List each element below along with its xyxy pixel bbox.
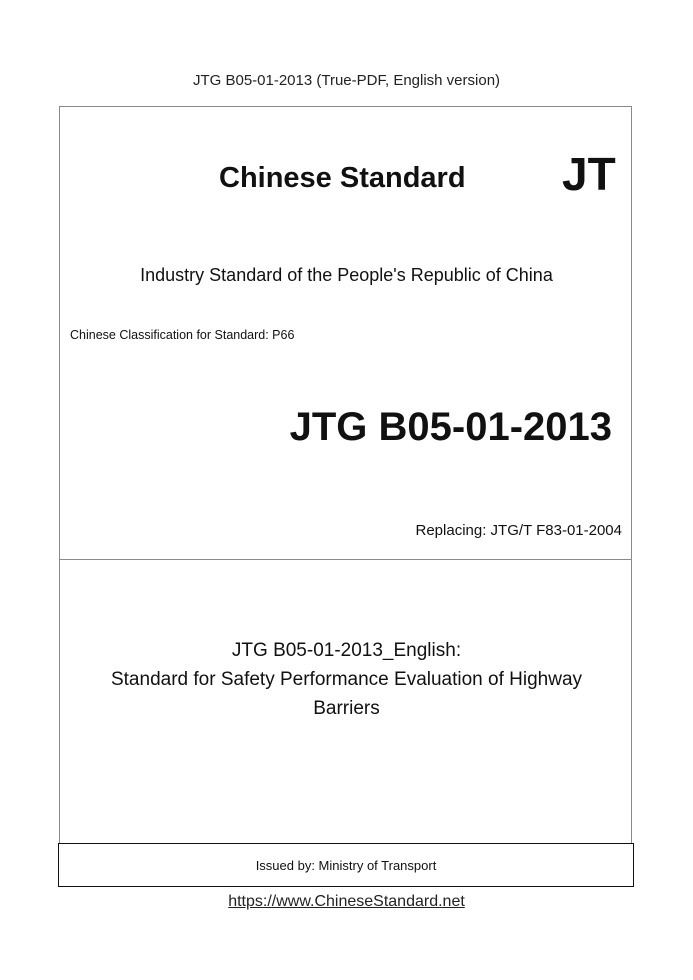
standard-code-badge: JT [562,148,616,200]
document-title-line-2: Standard for Safety Performance Evaluation of Highway [110,669,583,690]
document-title-line-3: Barriers [313,698,380,719]
footer-website-link[interactable]: https://www.ChineseStandard.net [228,893,465,910]
industry-standard-line: Industry Standard of the People's Republic of China [140,265,553,285]
issued-by-box [58,843,634,887]
issued-by-text: Issued by: Ministry of Transport [255,857,437,873]
document-title-line-1: JTG B05-01-2013_English: [231,640,462,661]
page-header: JTG B05-01-2013 (True-PDF, English version) [192,72,501,89]
standard-number: JTG B05-01-2013 [289,405,612,449]
cover-title: Chinese Standard [219,162,466,194]
replacing-line: Replacing: JTG/T F83-01-2004 [415,522,622,539]
classification-line: Chinese Classification for Standard: P66 [70,328,295,342]
document-title [60,636,633,723]
